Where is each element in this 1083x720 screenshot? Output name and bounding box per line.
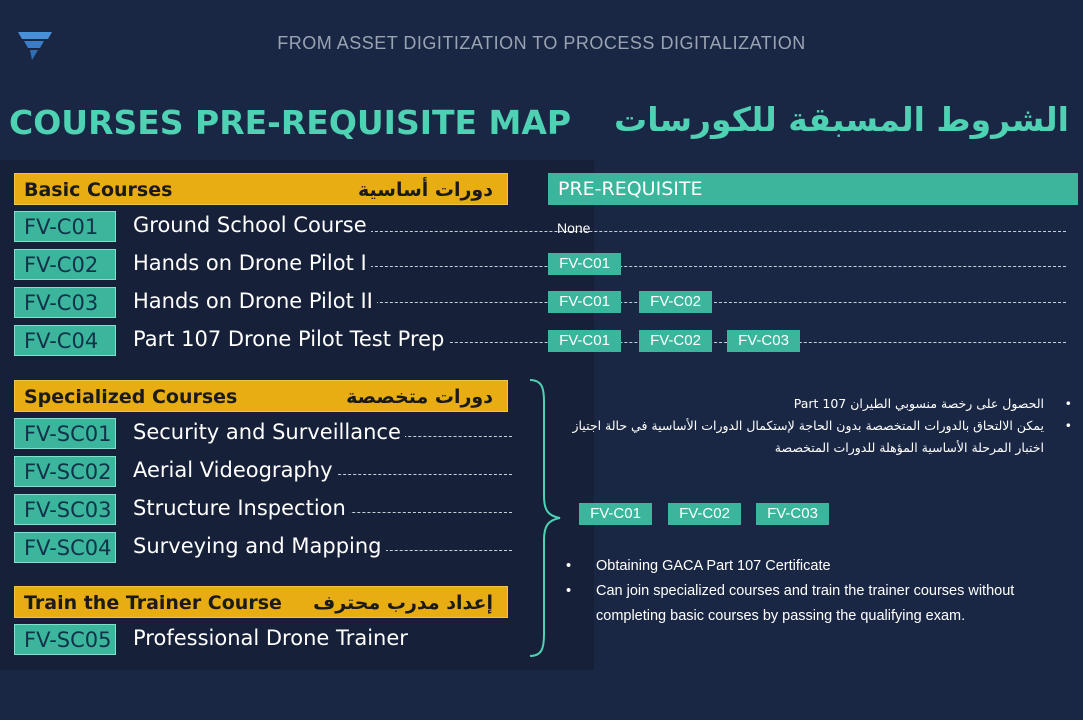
course-code: FV-SC02 [14, 456, 116, 487]
page-title-arabic: الشروط المسبقة للكورسات [614, 100, 1069, 139]
course-code: FV-C02 [14, 249, 116, 280]
course-name: Surveying and Mapping [133, 531, 386, 562]
page-title: COURSES PRE-REQUISITE MAP [9, 103, 572, 142]
grouping-brace-icon [528, 378, 562, 662]
course-name: Aerial Videography [133, 455, 337, 486]
course-name: Ground School Course [133, 210, 371, 241]
connector-line [350, 266, 1066, 267]
section-header-trainer [14, 586, 508, 618]
english-notes [566, 554, 1056, 629]
bullet: • [1064, 396, 1072, 411]
note-text: الحصول على رخصة منسوبي الطيران Part 107 [793, 396, 1044, 411]
course-code: FV-SC01 [14, 418, 116, 449]
prerequisite-chip: FV-C02 [668, 503, 741, 525]
prerequisite-chip: FV-C02 [639, 291, 712, 313]
section-label-arabic: دورات متخصصة [346, 386, 493, 408]
course-name: Professional Drone Trainer [133, 623, 412, 654]
course-name: Part 107 Drone Pilot Test Prep [133, 324, 448, 355]
prerequisite-chip: FV-C01 [579, 503, 652, 525]
section-header-specialized [14, 380, 508, 412]
bullet: • [566, 583, 572, 599]
note-text: يمكن الالتحاق بالدورات المتخصصة بدون الحاجة لإستكمال الدورات الأساسية في حالة اجتياز [572, 418, 1044, 433]
section-label: Train the Trainer Course [24, 592, 282, 614]
course-code: FV-SC05 [14, 624, 116, 655]
prerequisite-header: PRE-REQUISITE [548, 173, 1078, 205]
slide-tagline: FROM ASSET DIGITIZATION TO PROCESS DIGITALIZATION [277, 33, 806, 53]
connector-line [318, 474, 512, 475]
section-label-arabic: دورات أساسية [357, 179, 493, 201]
section-header-basic [14, 173, 508, 205]
note-text: اختبار المرحلة الأساسية المؤهلة للدورات المتخصصة [774, 440, 1044, 455]
prerequisite-chip: FV-C03 [727, 330, 800, 352]
section-label: Basic Courses [24, 179, 173, 201]
course-name: Structure Inspection [133, 493, 350, 524]
section-label: Specialized Courses [24, 386, 238, 408]
prerequisite-none: None [557, 220, 591, 236]
prerequisite-chip: FV-C01 [548, 330, 621, 352]
course-code: FV-SC04 [14, 532, 116, 563]
course-code: FV-SC03 [14, 494, 116, 525]
prerequisite-chip: FV-C01 [548, 291, 621, 313]
connector-line [340, 231, 1066, 232]
prerequisite-chip: FV-C03 [756, 503, 829, 525]
note-text: Obtaining GACA Part 107 Certificate [596, 558, 831, 574]
course-name: Hands on Drone Pilot II [133, 286, 377, 317]
bullet: • [1064, 418, 1072, 433]
course-name: Security and Surveillance [133, 417, 405, 448]
course-name: Hands on Drone Pilot I [133, 248, 371, 279]
prerequisite-chip: FV-C02 [639, 330, 712, 352]
bullet: • [566, 558, 572, 574]
course-code: FV-C04 [14, 325, 116, 356]
note-text: Can join specialized courses and train the trainer courses without [596, 583, 1015, 599]
prerequisite-chip: FV-C01 [548, 253, 621, 275]
connector-line [332, 512, 512, 513]
course-code: FV-C03 [14, 287, 116, 318]
section-label-arabic: إعداد مدرب محترف [313, 592, 493, 614]
course-code: FV-C01 [14, 211, 116, 242]
arabic-notes [560, 393, 1080, 459]
note-text: completing basic courses by passing the qualifying exam. [596, 608, 966, 624]
